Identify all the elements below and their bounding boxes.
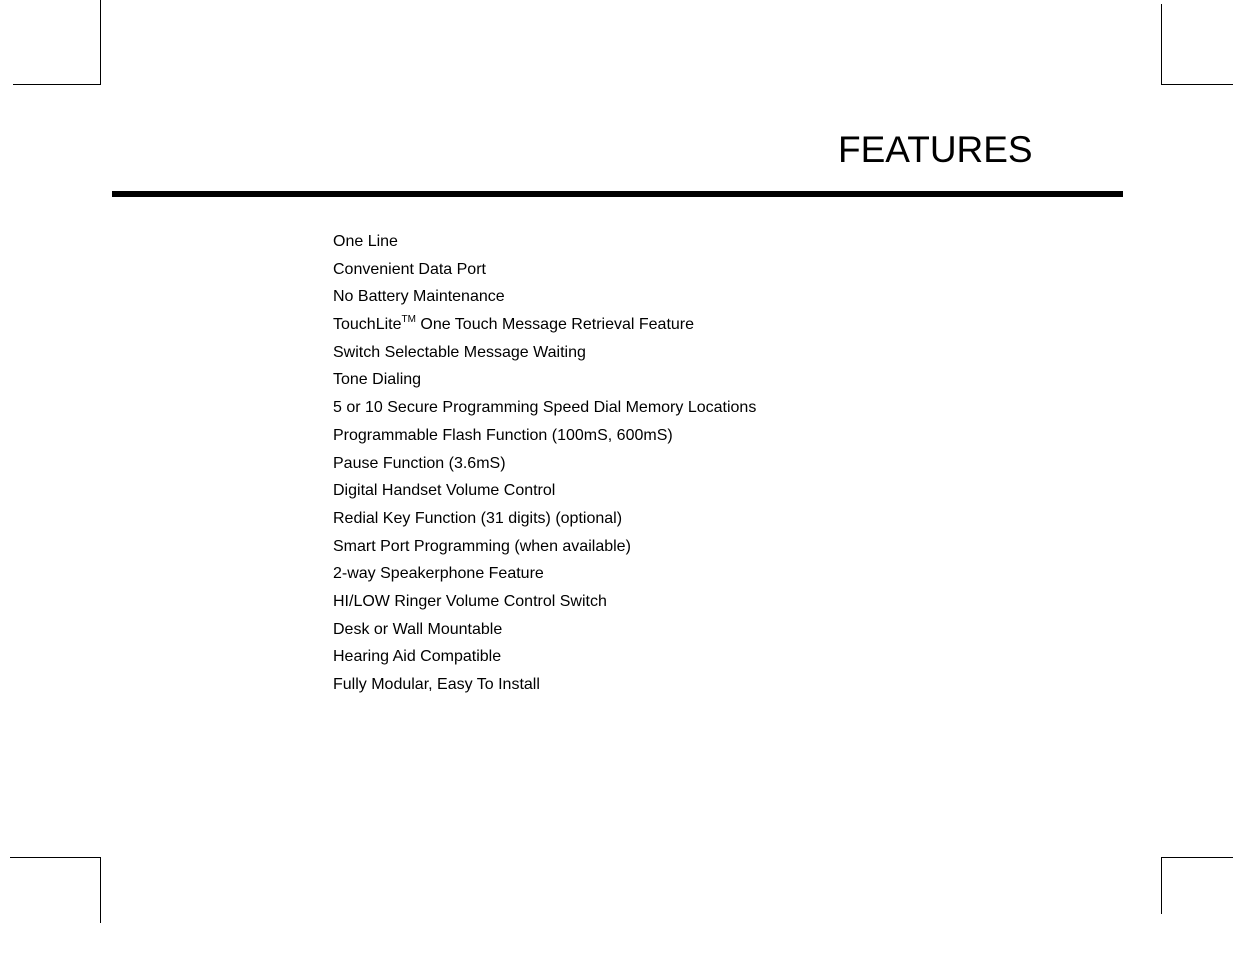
feature-item: Fully Modular, Easy To Install	[333, 676, 540, 693]
feature-item: 5 or 10 Secure Programming Speed Dial Memory Locations	[333, 399, 757, 417]
feature-item: Convenient Data Port	[333, 260, 486, 278]
crop-mark-bottom-right-horizontal	[1161, 857, 1233, 858]
feature-item: Switch Selectable Message Waiting	[333, 343, 586, 361]
title-rule	[112, 191, 1123, 197]
feature-item: No Battery Maintenance	[333, 288, 505, 306]
feature-item: One Line	[333, 233, 398, 250]
feature-item: Programmable Flash Function (100mS, 600mS)	[333, 426, 673, 444]
crop-mark-top-right-vertical	[1161, 4, 1162, 84]
feature-item: Tone Dialing	[333, 371, 422, 389]
feature-item: Digital Handset Volume Control	[333, 482, 556, 500]
page-title: FEATURES	[838, 129, 1033, 170]
feature-item: Smart Port Programming (when available)	[333, 537, 631, 555]
feature-item: Hearing Aid Compatible	[333, 648, 502, 666]
trademark-superscript: TM	[401, 313, 416, 325]
feature-list	[333, 228, 756, 699]
feature-item: Redial Key Function (31 digits) (optional)	[333, 509, 623, 527]
crop-mark-bottom-right-vertical	[1161, 857, 1162, 914]
feature-item: Desk or Wall Mountable	[333, 620, 503, 638]
feature-item: 2-way Speakerphone Feature	[333, 565, 544, 583]
crop-mark-bottom-left-vertical	[100, 857, 101, 923]
crop-mark-bottom-left-horizontal	[10, 857, 101, 858]
crop-mark-top-right-horizontal	[1161, 84, 1233, 85]
crop-mark-top-left-horizontal	[13, 84, 101, 85]
feature-item: TouchLite™ One Touch Message Retrieval Feature	[333, 313, 695, 334]
crop-mark-top-left-vertical	[100, 0, 101, 84]
feature-item: HI/LOW Ringer Volume Control Switch	[333, 592, 607, 610]
feature-item: Pause Function (3.6mS)	[333, 454, 506, 472]
